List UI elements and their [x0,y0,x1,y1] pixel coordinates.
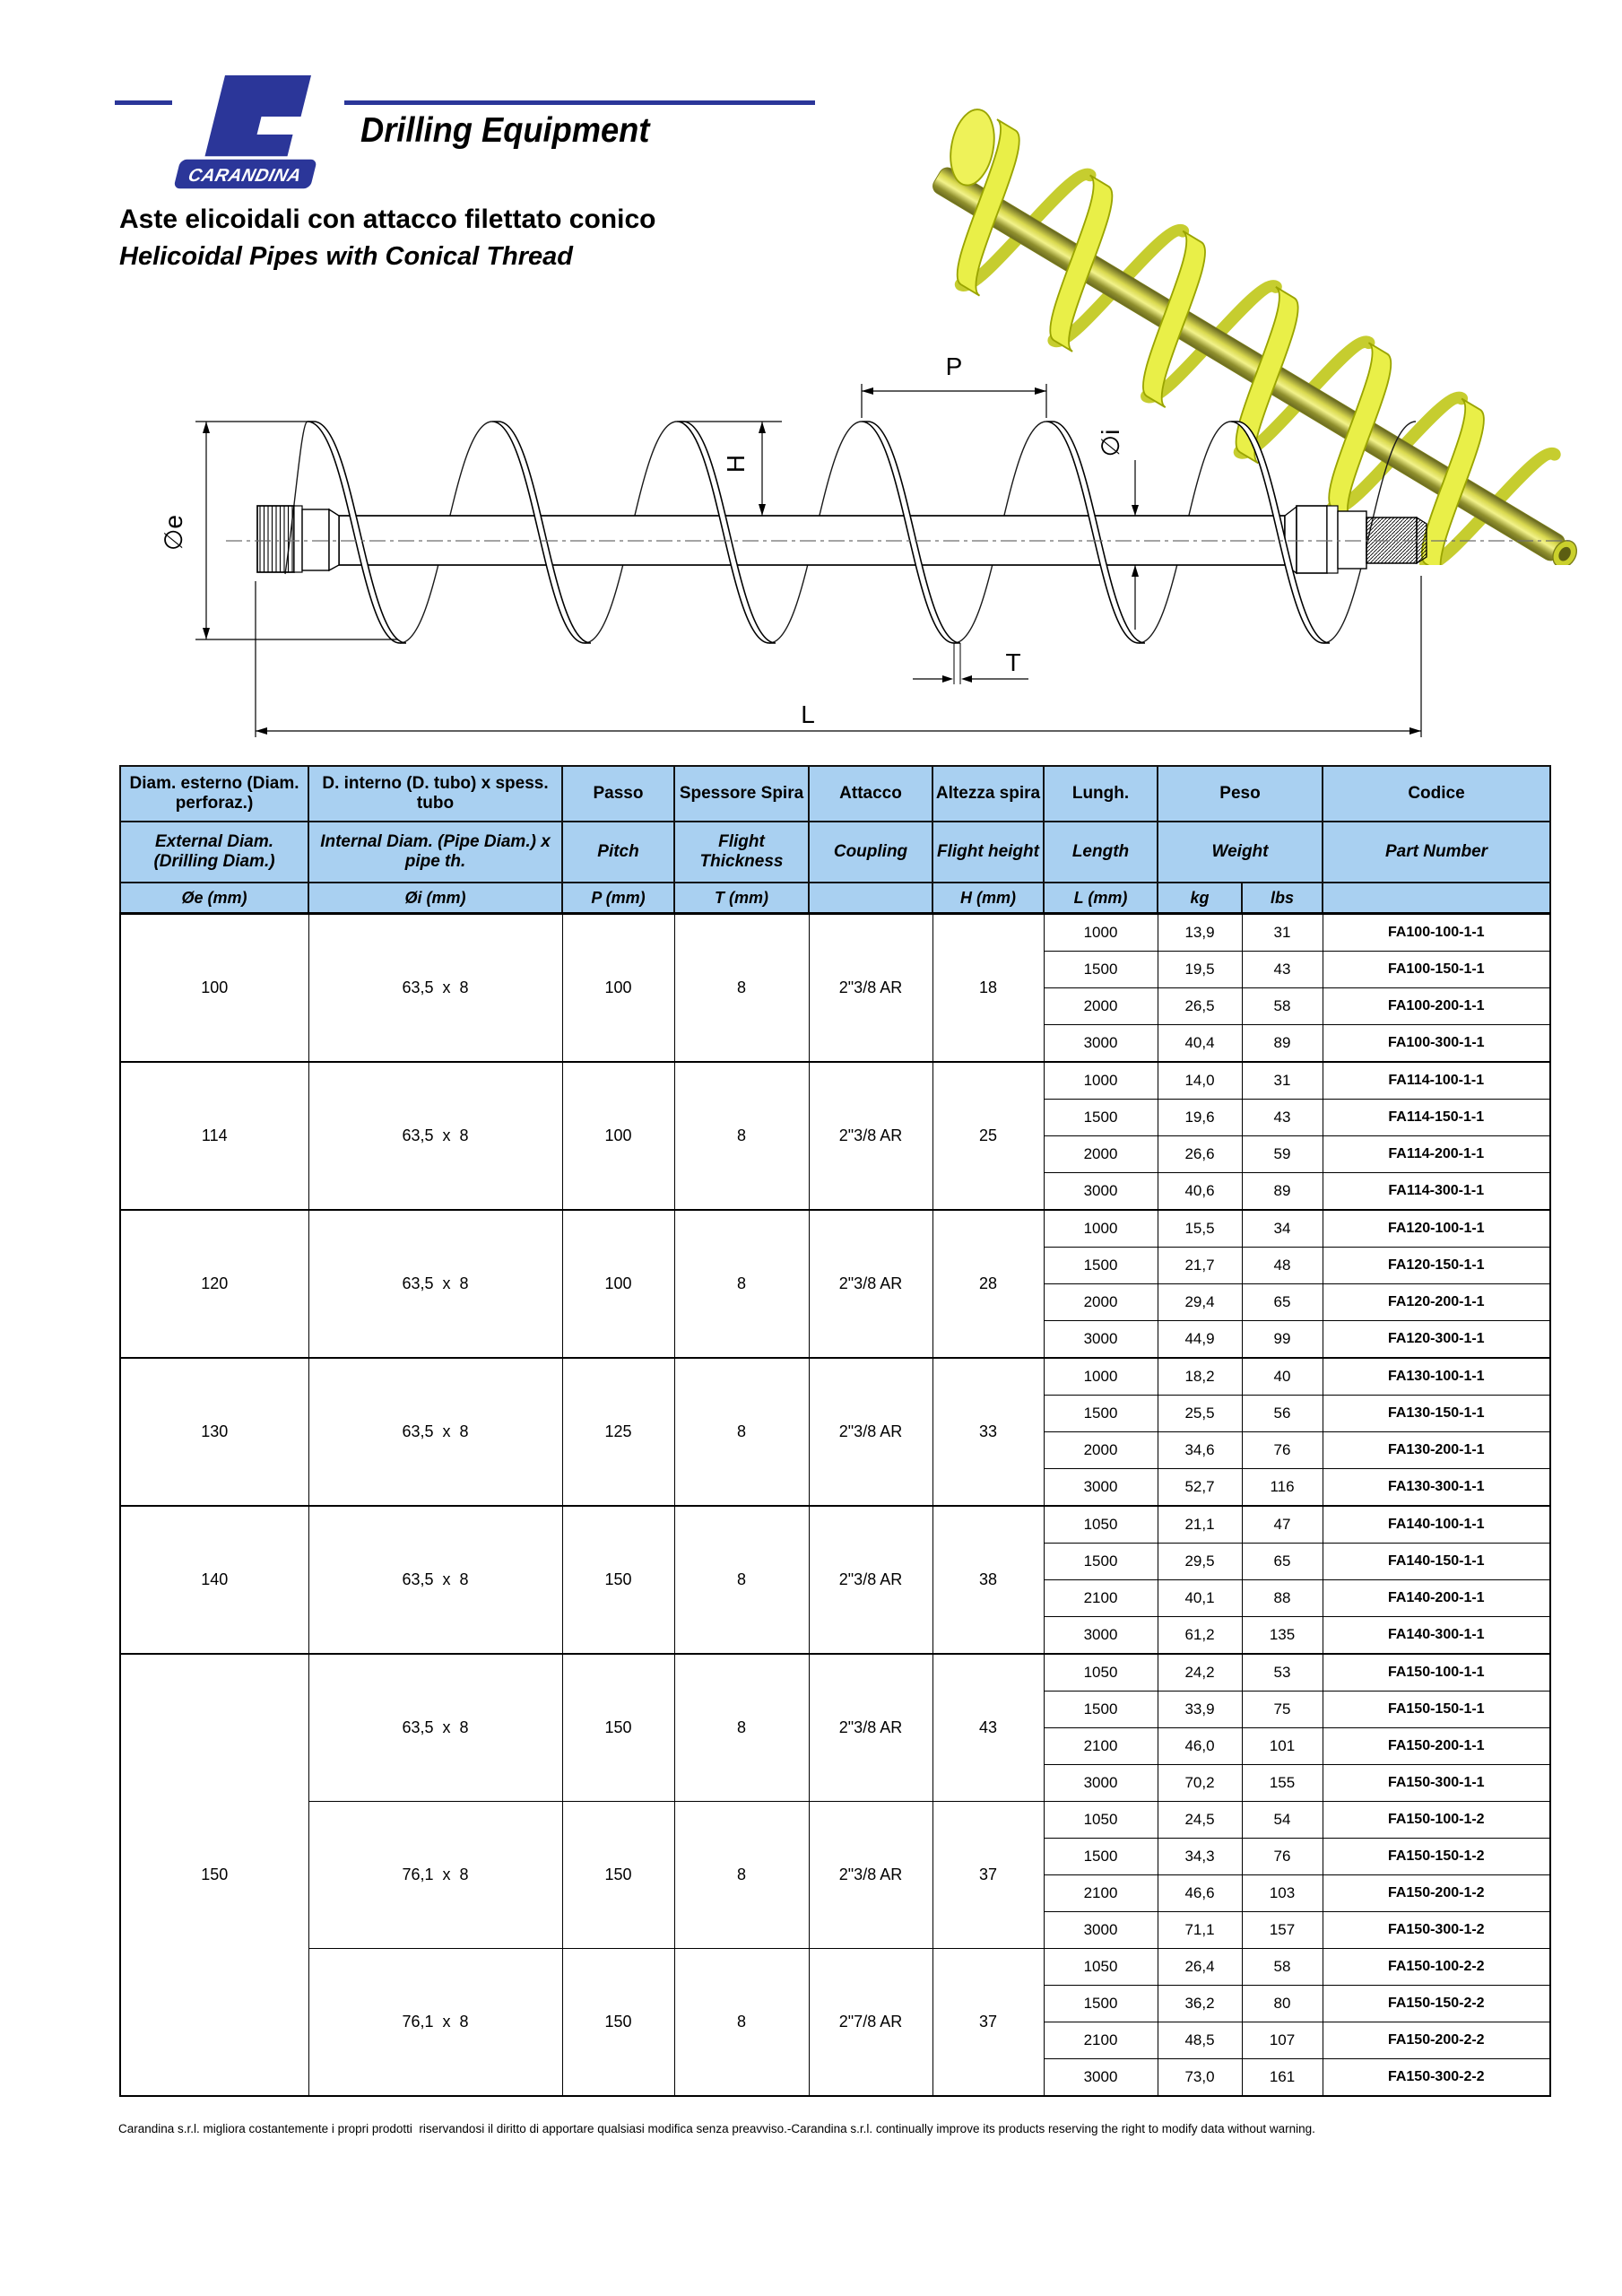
cell-weight-lbs: 99 [1242,1321,1323,1359]
cell-weight-lbs: 53 [1242,1654,1323,1692]
cell-pitch: 100 [562,914,674,1063]
cell-thickness: 8 [674,1062,809,1210]
column-header-en: External Diam. (Drilling Diam.) [120,822,308,883]
column-header-en: Coupling [809,822,932,883]
cell-length: 1050 [1044,1949,1158,1986]
column-header-en: Internal Diam. (Pipe Diam.) x pipe th. [308,822,562,883]
cell-weight-kg: 36,2 [1158,1986,1242,2022]
cell-length: 3000 [1044,1321,1158,1359]
cell-weight-lbs: 155 [1242,1765,1323,1802]
cell-part-number: FA150-300-2-2 [1323,2059,1550,2097]
cell-weight-kg: 29,4 [1158,1284,1242,1321]
page-title-italian: Aste elicoidali con attacco filettato conico [119,204,656,234]
cell-part-number: FA150-200-2-2 [1323,2022,1550,2059]
cell-part-number: FA150-200-1-2 [1323,1875,1550,1912]
cell-weight-kg: 15,5 [1158,1210,1242,1248]
cell-part-number: FA130-100-1-1 [1323,1358,1550,1396]
cell-part-number: FA140-200-1-1 [1323,1580,1550,1617]
cell-weight-kg: 40,1 [1158,1580,1242,1617]
cell-weight-kg: 52,7 [1158,1469,1242,1507]
cell-part-number: FA100-300-1-1 [1323,1025,1550,1063]
column-header-en: Flight Thickness [674,822,809,883]
cell-coupling: 2"7/8 AR [809,1949,932,2097]
footer-disclaimer: Carandina s.r.l. migliora costantemente i propri prodotti riservandosi il diritto di apportare qualsiasi modifica senza preavviso.-Carandina s.r.l. continually improve its products reserving the right to modify data without warning. [118,2122,1315,2135]
cell-weight-lbs: 40 [1242,1358,1323,1396]
cell-pitch: 100 [562,1210,674,1358]
cell-length: 3000 [1044,1765,1158,1802]
unit-header: P (mm) [562,883,674,914]
unit-header: T (mm) [674,883,809,914]
cell-pitch: 100 [562,1062,674,1210]
cell-thickness: 8 [674,914,809,1063]
cell-internal-diam: 63,5 x 8 [308,1210,562,1358]
cell-length: 2100 [1044,1875,1158,1912]
cell-length: 2000 [1044,988,1158,1025]
cell-weight-lbs: 31 [1242,914,1323,952]
cell-internal-diam: 63,5 x 8 [308,1358,562,1506]
cell-external-diam: 114 [120,1062,308,1210]
cell-part-number: FA120-200-1-1 [1323,1284,1550,1321]
cell-part-number: FA130-150-1-1 [1323,1396,1550,1432]
column-header-it: Diam. esterno (Diam. perforaz.) [120,766,308,822]
column-header-en: Flight height [932,822,1044,883]
cell-weight-kg: 26,5 [1158,988,1242,1025]
cell-length: 2100 [1044,1728,1158,1765]
cell-internal-diam: 63,5 x 8 [308,1062,562,1210]
cell-coupling: 2"3/8 AR [809,1802,932,1949]
cell-internal-diam: 76,1 x 8 [308,1802,562,1949]
cell-weight-lbs: 116 [1242,1469,1323,1507]
cell-part-number: FA130-300-1-1 [1323,1469,1550,1507]
cell-weight-lbs: 43 [1242,952,1323,988]
cell-length: 3000 [1044,1469,1158,1507]
cell-weight-kg: 44,9 [1158,1321,1242,1359]
cell-pitch: 150 [562,1654,674,1802]
cell-pitch: 125 [562,1358,674,1506]
cell-length: 1000 [1044,1062,1158,1100]
label-flight-height: H [722,454,750,474]
cell-weight-lbs: 75 [1242,1692,1323,1728]
cell-part-number: FA150-150-1-2 [1323,1839,1550,1875]
cell-thickness: 8 [674,1949,809,2097]
column-header-it: Spessore Spira [674,766,809,822]
cell-coupling: 2"3/8 AR [809,1210,932,1358]
cell-weight-lbs: 58 [1242,1949,1323,1986]
column-header-it: Attacco [809,766,932,822]
cell-thickness: 8 [674,1654,809,1802]
cell-length: 1500 [1044,1396,1158,1432]
cell-weight-kg: 71,1 [1158,1912,1242,1949]
cell-internal-diam: 76,1 x 8 [308,1949,562,2097]
cell-internal-diam: 63,5 x 8 [308,1654,562,1802]
cell-weight-kg: 26,6 [1158,1136,1242,1173]
cell-length: 1050 [1044,1802,1158,1839]
cell-part-number: FA140-300-1-1 [1323,1617,1550,1655]
column-header-en: Length [1044,822,1158,883]
cell-flight-height: 25 [932,1062,1044,1210]
column-header-it: Peso [1158,766,1323,822]
cell-part-number: FA150-100-2-2 [1323,1949,1550,1986]
unit-header-lbs: lbs [1242,883,1323,914]
cell-weight-lbs: 80 [1242,1986,1323,2022]
logo-wordmark: CARANDINA [186,166,304,186]
cell-weight-kg: 29,5 [1158,1544,1242,1580]
cell-weight-kg: 24,2 [1158,1654,1242,1692]
label-internal-diam: ∅i [1097,429,1124,457]
cell-flight-height: 28 [932,1210,1044,1358]
column-header-en: Part Number [1323,822,1550,883]
cell-part-number: FA150-150-1-1 [1323,1692,1550,1728]
cell-part-number: FA150-300-1-1 [1323,1765,1550,1802]
cell-length: 2100 [1044,2022,1158,2059]
cell-length: 1500 [1044,1100,1158,1136]
unit-header: L (mm) [1044,883,1158,914]
cell-external-diam: 100 [120,914,308,1063]
cell-weight-kg: 40,4 [1158,1025,1242,1063]
coupling-female [257,506,339,572]
cell-weight-kg: 61,2 [1158,1617,1242,1655]
cell-weight-lbs: 107 [1242,2022,1323,2059]
unit-header [809,883,932,914]
cell-weight-lbs: 89 [1242,1025,1323,1063]
cell-weight-lbs: 59 [1242,1136,1323,1173]
cell-thickness: 8 [674,1506,809,1654]
cell-part-number: FA120-100-1-1 [1323,1210,1550,1248]
cell-weight-kg: 33,9 [1158,1692,1242,1728]
cell-weight-kg: 34,3 [1158,1839,1242,1875]
cell-length: 2100 [1044,1580,1158,1617]
cell-weight-lbs: 43 [1242,1100,1323,1136]
cell-part-number: FA140-150-1-1 [1323,1544,1550,1580]
cell-pitch: 150 [562,1506,674,1654]
label-pitch: P [945,352,963,380]
unit-header [1323,883,1550,914]
cell-length: 1000 [1044,1358,1158,1396]
cell-pitch: 150 [562,1949,674,2097]
cell-part-number: FA100-150-1-1 [1323,952,1550,988]
cell-weight-kg: 19,5 [1158,952,1242,988]
cell-length: 2000 [1044,1432,1158,1469]
cell-weight-kg: 18,2 [1158,1358,1242,1396]
cell-coupling: 2"3/8 AR [809,1506,932,1654]
cell-coupling: 2"3/8 AR [809,1654,932,1802]
cell-external-diam: 130 [120,1358,308,1506]
cell-part-number: FA120-300-1-1 [1323,1321,1550,1359]
cell-flight-height: 38 [932,1506,1044,1654]
cell-part-number: FA150-100-1-2 [1323,1802,1550,1839]
label-thickness: T [1005,648,1021,676]
page-title-english: Helicoidal Pipes with Conical Thread [119,242,573,271]
cell-weight-kg: 24,5 [1158,1802,1242,1839]
cell-weight-lbs: 157 [1242,1912,1323,1949]
label-length: L [801,700,815,728]
cell-weight-lbs: 103 [1242,1875,1323,1912]
cell-weight-kg: 26,4 [1158,1949,1242,1986]
cell-weight-lbs: 58 [1242,988,1323,1025]
cell-length: 2000 [1044,1284,1158,1321]
unit-header-kg: kg [1158,883,1242,914]
cell-part-number: FA114-300-1-1 [1323,1173,1550,1211]
cell-length: 1500 [1044,952,1158,988]
cell-part-number: FA100-100-1-1 [1323,914,1550,952]
cell-weight-lbs: 89 [1242,1173,1323,1211]
cell-length: 3000 [1044,2059,1158,2097]
cell-length: 3000 [1044,1912,1158,1949]
cell-coupling: 2"3/8 AR [809,914,932,1063]
cell-weight-kg: 13,9 [1158,914,1242,952]
cell-length: 1050 [1044,1654,1158,1692]
cell-weight-lbs: 76 [1242,1839,1323,1875]
cell-length: 1050 [1044,1506,1158,1544]
cell-weight-lbs: 54 [1242,1802,1323,1839]
column-header-en: Pitch [562,822,674,883]
cell-thickness: 8 [674,1358,809,1506]
cell-external-diam: 150 [120,1654,308,2096]
cell-weight-kg: 34,6 [1158,1432,1242,1469]
cell-weight-lbs: 76 [1242,1432,1323,1469]
cell-weight-lbs: 31 [1242,1062,1323,1100]
cell-internal-diam: 63,5 x 8 [308,1506,562,1654]
coupling-male [1285,506,1427,573]
cell-thickness: 8 [674,1210,809,1358]
column-header-en: Weight [1158,822,1323,883]
cell-length: 1500 [1044,1248,1158,1284]
cell-weight-kg: 48,5 [1158,2022,1242,2059]
cell-length: 1500 [1044,1986,1158,2022]
cell-length: 1500 [1044,1839,1158,1875]
column-header-it: Codice [1323,766,1550,822]
unit-header: Øi (mm) [308,883,562,914]
cell-length: 3000 [1044,1617,1158,1655]
column-header-it: Passo [562,766,674,822]
cell-weight-kg: 21,1 [1158,1506,1242,1544]
cell-external-diam: 140 [120,1506,308,1654]
cell-flight-height: 37 [932,1802,1044,1949]
cell-part-number: FA150-100-1-1 [1323,1654,1550,1692]
cell-weight-lbs: 34 [1242,1210,1323,1248]
cell-length: 3000 [1044,1025,1158,1063]
cell-pitch: 150 [562,1802,674,1949]
cell-part-number: FA100-200-1-1 [1323,988,1550,1025]
cell-weight-lbs: 135 [1242,1617,1323,1655]
cell-length: 1000 [1044,914,1158,952]
spec-table-container [119,765,1549,2097]
cell-part-number: FA140-100-1-1 [1323,1506,1550,1544]
cell-weight-lbs: 65 [1242,1544,1323,1580]
cell-weight-kg: 73,0 [1158,2059,1242,2097]
cell-part-number: FA150-300-1-2 [1323,1912,1550,1949]
cell-internal-diam: 63,5 x 8 [308,914,562,1063]
cell-weight-lbs: 47 [1242,1506,1323,1544]
cell-weight-lbs: 101 [1242,1728,1323,1765]
cell-length: 1500 [1044,1692,1158,1728]
cell-weight-kg: 46,0 [1158,1728,1242,1765]
cell-weight-kg: 19,6 [1158,1100,1242,1136]
cell-length: 2000 [1044,1136,1158,1173]
cell-flight-height: 43 [932,1654,1044,1802]
cell-part-number: FA150-150-2-2 [1323,1986,1550,2022]
column-header-it: D. interno (D. tubo) x spess. tubo [308,766,562,822]
cell-length: 3000 [1044,1173,1158,1211]
cell-external-diam: 120 [120,1210,308,1358]
cell-flight-height: 33 [932,1358,1044,1506]
cell-part-number: FA130-200-1-1 [1323,1432,1550,1469]
spec-table [119,765,1551,2097]
cell-weight-lbs: 88 [1242,1580,1323,1617]
column-header-it: Lungh. [1044,766,1158,822]
label-external-diam: ∅e [160,515,187,551]
cell-thickness: 8 [674,1802,809,1949]
cell-weight-kg: 14,0 [1158,1062,1242,1100]
cell-coupling: 2"3/8 AR [809,1062,932,1210]
cell-weight-kg: 46,6 [1158,1875,1242,1912]
technical-drawing [0,0,1622,762]
cell-weight-lbs: 65 [1242,1284,1323,1321]
cell-weight-kg: 21,7 [1158,1248,1242,1284]
cell-flight-height: 37 [932,1949,1044,2097]
cell-length: 1000 [1044,1210,1158,1248]
cell-flight-height: 18 [932,914,1044,1063]
cell-weight-kg: 40,6 [1158,1173,1242,1211]
brand-tagline: Drilling Equipment [360,111,650,150]
cell-weight-kg: 70,2 [1158,1765,1242,1802]
cell-part-number: FA114-150-1-1 [1323,1100,1550,1136]
unit-header: Øe (mm) [120,883,308,914]
cell-part-number: FA150-200-1-1 [1323,1728,1550,1765]
cell-part-number: FA114-200-1-1 [1323,1136,1550,1173]
cell-weight-lbs: 161 [1242,2059,1323,2097]
cell-length: 1500 [1044,1544,1158,1580]
unit-header: H (mm) [932,883,1044,914]
cell-part-number: FA114-100-1-1 [1323,1062,1550,1100]
column-header-it: Altezza spira [932,766,1044,822]
cell-weight-lbs: 48 [1242,1248,1323,1284]
cell-weight-kg: 25,5 [1158,1396,1242,1432]
cell-weight-lbs: 56 [1242,1396,1323,1432]
cell-coupling: 2"3/8 AR [809,1358,932,1506]
cell-part-number: FA120-150-1-1 [1323,1248,1550,1284]
